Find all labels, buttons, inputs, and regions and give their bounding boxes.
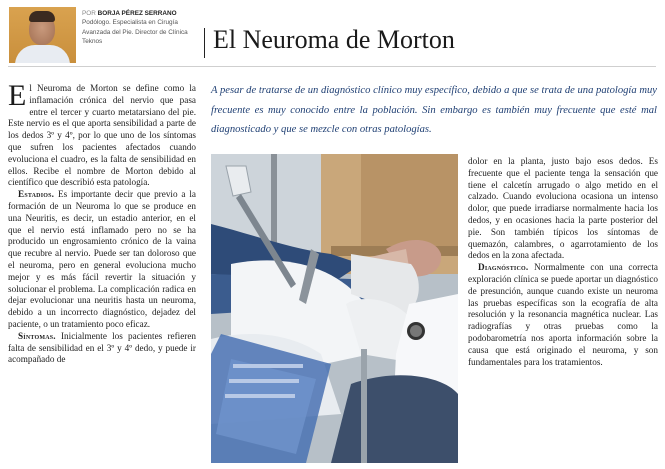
header-rule xyxy=(8,66,656,67)
estadios-paragraph: Es importante decir que previo a la formación de un Neuroma lo que se produce en una Neuritis, es decir, un estadio anterior, en el que el nervio está inflamado pero no se ha producido un engrosamiento crónico de la vaina que recubre al nervio. Puede ser tan doloroso que el neuroma, pero en general evoluciona mucho mejor y es más fácil revertir la situación y solucionar el problema. La complicación radica en dejar evolucionar una neuritis hasta un neuroma, debido a un incorrecto diagnóstico, dejadez del paciente, o un tratamiento poco eficaz. xyxy=(8,189,196,329)
text-column-3 xyxy=(468,156,658,368)
intro-paragraph: l Neuroma de Morton se define como la inflamación crónica del nervio que pasa entre el tercer y cuarto metatarsiano del pie. Este nervio es el que aporta sensibilidad a parte de los dedos 3º y 4º, por lo que uno de los síntomas que sufren los pacientes afectados cuando evoluciona el cuadro, es la falta de sensibilidad en ellos. Recibe el nombre de Morton debido al científico que describió esta patología. xyxy=(8,83,196,188)
article-title: El Neuroma de Morton xyxy=(213,25,455,54)
byline xyxy=(82,9,194,47)
text-column-1 xyxy=(8,79,196,366)
sintomas-paragraph: Inicialmente los pacientes refieren falta de sensibilidad en el 3º y 4º dedo, y puede ir acompañado de xyxy=(8,330,196,365)
byline-prefix: POR xyxy=(82,10,96,17)
lead-paragraph: A pesar de tratarse de un diagnóstico clínico muy específico, debido a que se trata de una patología muy frecuente es muy conocido entre la población. Sin embargo es también muy frecuente que esté mal diagnosticado y que se mezcle con otras patologías. xyxy=(211,85,657,135)
author-credentials: Podólogo. Especialista en Cirugía Avanzada del Pie. Director de Clínica Teknos xyxy=(82,19,188,46)
sintomas-heading: Síntomas. xyxy=(18,330,56,341)
article-photo xyxy=(211,154,458,463)
drop-cap: E xyxy=(8,79,27,112)
article-header xyxy=(0,0,665,66)
author-name: BORJA PÉREZ SERRANO xyxy=(97,10,177,17)
estadios-heading: Estadios. xyxy=(18,189,55,200)
author-photo xyxy=(9,7,76,63)
title-divider xyxy=(204,28,205,58)
symptoms-continued: dolor en la planta, justo bajo esos dedos. Es frecuente que el paciente tenga la sensación que tiene el calcetín arrugado o algo metido en el calzado. Cuando evoluciona ocasiona un intenso dolor, que puede irradiarse normalmente hacia los dedos, y en ocasiones hacia la parte posterior del pie. Son también típicos los síntomas de quemazón, calambres, o agarrotamiento de los dedos en la zona afectada. xyxy=(468,156,658,261)
diagnostico-paragraph: Normalmente con una correcta exploración clínica se puede aportar un diagnóstico de presunción, aunque cuando existe un neuroma las pruebas específicas son la ecografía de alta resolución y la resonancia magnética nuclear. Las radiografías y otras pruebas como la podobarometría nos aporta información sobre la causa que está originado el neuroma, y son fundamentales para los tratamientos. xyxy=(468,262,658,367)
diagnostico-heading: Diagnóstico. xyxy=(478,262,529,273)
